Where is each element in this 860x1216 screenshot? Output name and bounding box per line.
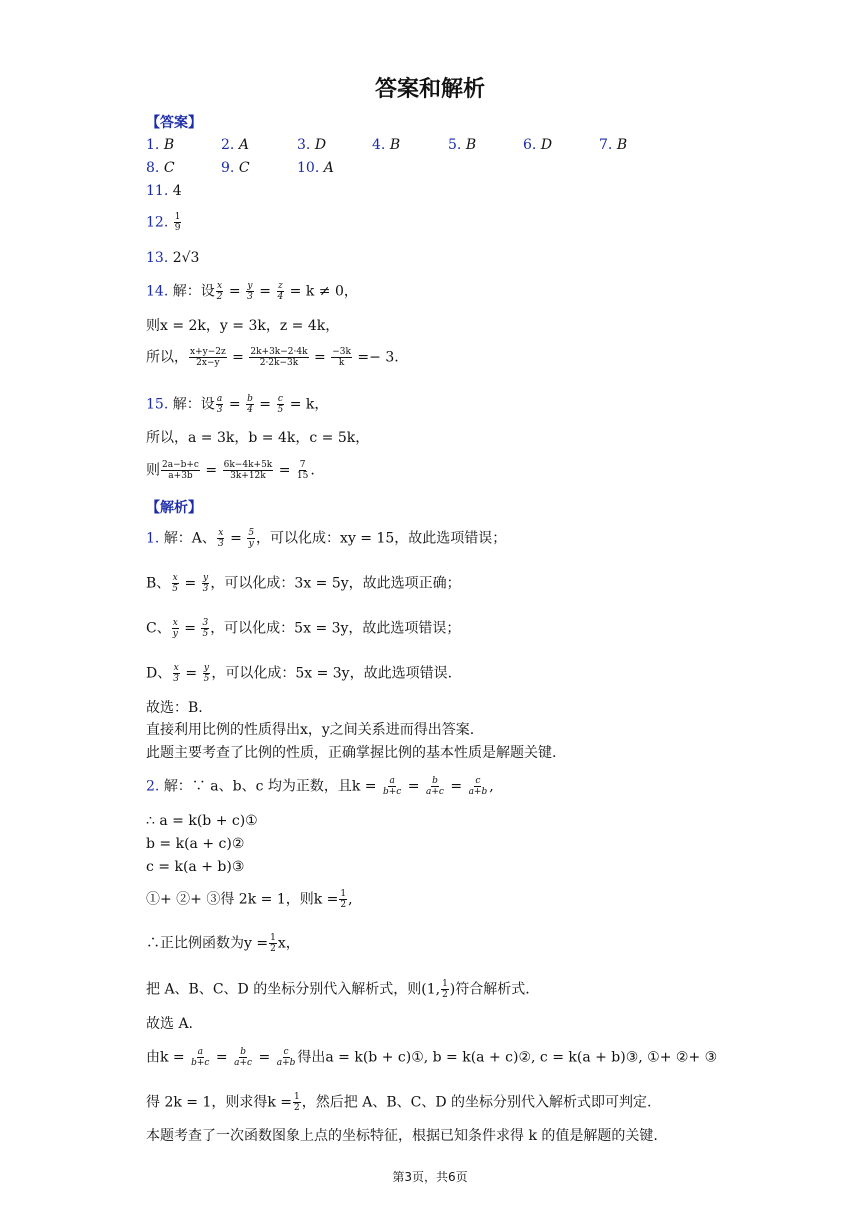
answer-item: 9. C (221, 160, 250, 176)
q15-line-1: 15. 解：设 $\frac{a}{3}$ = $\frac{b}{4}$ = $\frac{c}{5}$ = k， (146, 394, 329, 415)
page-title: 答案和解析 (374, 77, 485, 102)
answer-section-tag: 【答案】 (146, 115, 202, 131)
a1-line-2: B、 $\frac{x}{5}$ = $\frac{y}{3}$ ，可以化成：3x = 5y，故此选项正确； (146, 573, 461, 594)
a2-line-10: 得 2k = 1，则求得k = $\frac{1}{2}$ ，然后把 A、B、C、D 的坐标分别代入解析式即可判定. (146, 1092, 652, 1113)
a1-line-4: D、 $\frac{x}{3}$ = $\frac{y}{5}$ ，可以化成：5x = 3y，故此选项错误. (146, 663, 453, 684)
a2-line-11: 本题考查了一次函数图象上点的坐标特征，根据已知条件求得 k 的值是解题的关键. (146, 1128, 658, 1144)
a1-line-3: C、 $\frac{x}{y}$ = $\frac{3}{5}$ ，可以化成：5x = 3y，故此选项错误； (146, 618, 461, 639)
a2-line-7: 把 A、B、C、D 的坐标分别代入解析式，则(1, $\frac{1}{2}$ )符合解析式. (146, 979, 530, 1000)
answer-item: 5. B (448, 137, 477, 153)
answer-item: 3. D (297, 137, 327, 153)
fill-answer-11: 11. 4 (146, 183, 182, 199)
a2-line-2: ∴ a = k(b + c)① (146, 813, 258, 829)
a1-line-6: 直接利用比例的性质得出x，y之间关系进而得出答案. (146, 722, 475, 738)
a2-line-5: ①+ ②+ ③得 2k = 1，则k = $\frac{1}{2}$ , (146, 889, 353, 910)
answer-item: 10. A (297, 160, 334, 176)
answer-item: 2. A (221, 137, 249, 153)
fill-answer-13: 13. 2√3 (146, 250, 200, 266)
q15-line-2: 所以，a = 3k，b = 4k，c = 5k， (146, 430, 370, 446)
a2-line-4: c = k(a + b)③ (146, 859, 245, 875)
answer-item: 4. B (372, 137, 401, 153)
a2-line-6: ∴正比例函数为y = $\frac{1}{2}$ x， (146, 933, 300, 954)
fill-answer-12: 12. $\frac{1}{9}$ (146, 212, 181, 233)
answer-item: 8. C (146, 160, 175, 176)
answer-item: 6. D (523, 137, 553, 153)
a1-line-7: 此题主要考查了比例的性质，正确掌握比例的基本性质是解题关键. (146, 745, 557, 761)
page-footer: 第3页，共6页 (392, 1170, 468, 1184)
a2-line-1: 2. 解：∵ a、b、c 均为正数，且k = $\frac{a}{b+c}$ = $\frac{b}{a+c}$ = $\frac{c}{a+b}$ , (146, 776, 494, 797)
a2-line-3: b = k(a + c)② (146, 836, 245, 852)
a2-line-8: 故选 A. (146, 1016, 194, 1032)
a1-line-1: 1. 解：A、 $\frac{x}{3}$ = $\frac{5}{y}$ ，可以化成：xy = 15，故此选项错误； (146, 528, 507, 549)
a1-line-5: 故选：B. (146, 700, 203, 716)
q14-line-1: 14. 解：设 $\frac{x}{2}$ = $\frac{y}{3}$ = $\frac{z}{4}$ = k ≠ 0， (146, 281, 358, 302)
q14-line-2: 则x = 2k，y = 3k，z = 4k， (146, 318, 340, 334)
a2-line-9: 由k = $\frac{a}{b+c}$ = $\frac{b}{a+c}$ = $\frac{c}{a+b}$ 得出a = k(b + c)①, b = k(a + c)②, c = k(a + b)③, ①+ ②+ ③ (146, 1047, 718, 1068)
analysis-section-tag: 【解析】 (146, 500, 202, 516)
q14-line-3: 所以， $\frac{x+y-2z}{2x-y}$ = $\frac{2k+3k-2\cdot 4k}{2\cdot 2k-3k}$ = $\frac{-3k}{k}$ =− 3. (146, 347, 399, 368)
q15-line-3: 则 $\frac{2a-b+c}{a+3b}$ = $\frac{6k-4k+5k}{3k+12k}$ = $\frac{7}{15}$ . (146, 460, 315, 481)
answer-item: 1. B (146, 137, 175, 153)
answer-item: 7. B (599, 137, 628, 153)
